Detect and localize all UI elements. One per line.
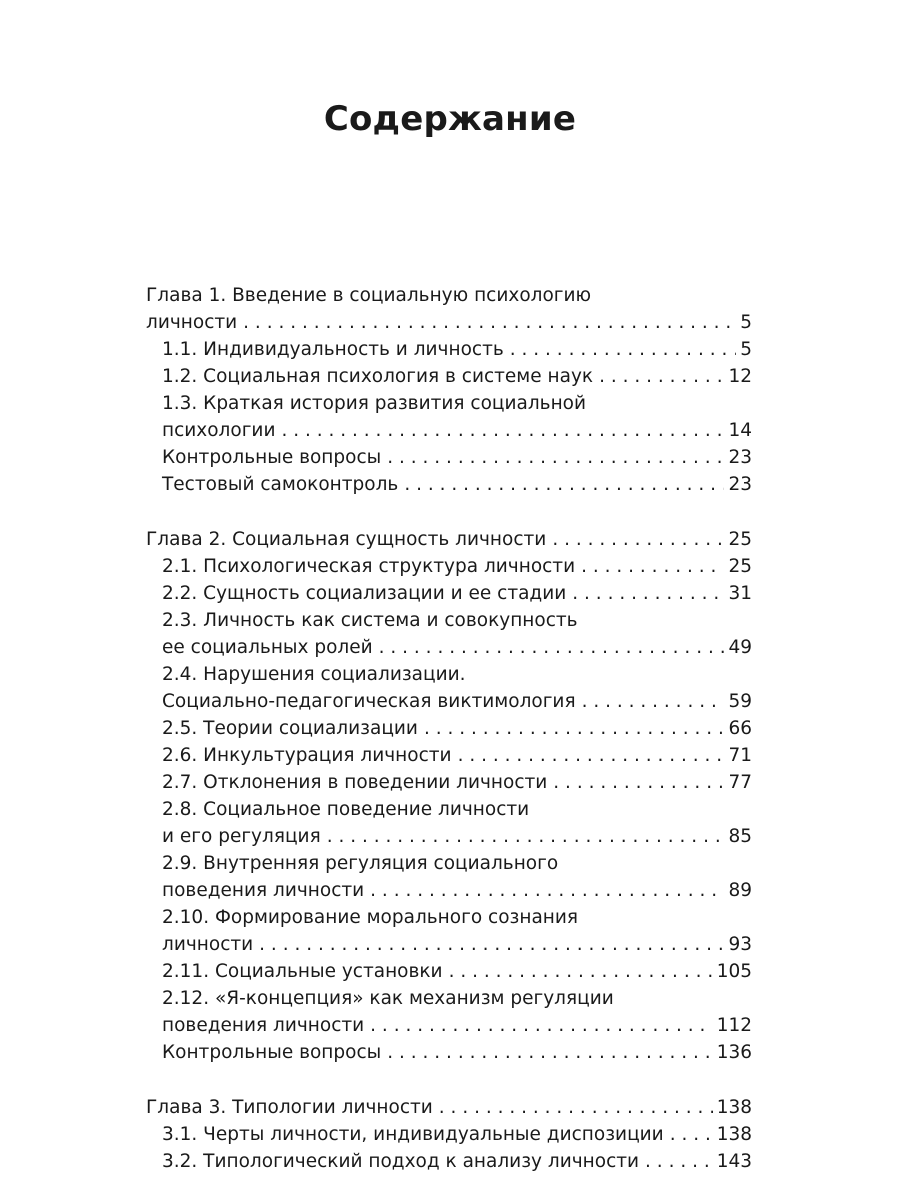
toc-entry-text: Глава 2. Социальная сущность личности [146, 529, 547, 550]
toc-page-number: 89 [728, 880, 752, 901]
toc-page-number: 5 [740, 312, 752, 333]
toc-section-line[interactable] [146, 1012, 752, 1039]
dot-leader [449, 958, 713, 985]
toc-section-line[interactable] [146, 850, 752, 877]
toc-entry-text: 2.12. «Я-концепция» как механизм регуляции [162, 988, 614, 1009]
toc-entry-text: 2.6. Инкультурация личности [162, 745, 452, 766]
toc-section-line[interactable] [146, 363, 752, 390]
toc-page-number: 12 [728, 366, 752, 387]
toc-section-line[interactable] [146, 553, 752, 580]
toc-entry-text: и его регуляция [162, 826, 321, 847]
toc-section-line[interactable] [146, 336, 752, 363]
toc-section-line[interactable] [146, 742, 752, 769]
toc-page-number: 49 [728, 637, 752, 658]
toc-page-number: 23 [728, 474, 752, 495]
toc-entry-text: 2.9. Внутренняя регуляция социального [162, 853, 559, 874]
toc-page-number: 77 [728, 772, 752, 793]
toc-entry-text: 1.3. Краткая история развития социальной [162, 393, 587, 414]
toc-section-line[interactable] [146, 607, 752, 634]
toc-section-line[interactable] [146, 904, 752, 931]
toc-section-line[interactable] [146, 796, 752, 823]
toc-entry-text: Контрольные вопросы [162, 1042, 382, 1063]
dot-leader [439, 1094, 713, 1121]
toc-entry-text: Социально-педагогическая виктимология [162, 691, 576, 712]
toc-entry-text: 3.1. Черты личности, индивидуальные диспозиции [162, 1124, 664, 1145]
toc-page-number: 5 [740, 339, 752, 360]
toc-section-line[interactable] [146, 1121, 752, 1148]
toc-entry-text: Контрольные вопросы [162, 447, 382, 468]
toc-section-line[interactable] [146, 417, 752, 444]
toc-page-number: 138 [716, 1097, 752, 1118]
dot-leader [645, 1148, 713, 1175]
toc-section-line[interactable] [146, 580, 752, 607]
toc-entry-text: ее социальных ролей [162, 637, 373, 658]
toc-page-number: 59 [728, 691, 752, 712]
dot-leader [581, 553, 724, 580]
toc-entry-text: 3.2. Типологический подход к анализу личности [162, 1151, 640, 1172]
toc-entry-text: Глава 1. Введение в социальную психологию [146, 285, 592, 306]
toc-entry-text: 2.5. Теории социализации [162, 718, 418, 739]
toc-section-line[interactable] [146, 1148, 752, 1175]
dot-leader [379, 634, 725, 661]
dot-leader [327, 823, 725, 850]
dot-leader [553, 769, 724, 796]
toc-entry-text: 2.1. Психологическая структура личности [162, 556, 576, 577]
toc-chapter-line[interactable] [146, 526, 752, 553]
toc-entry-text: 1.2. Социальная психология в системе наук [162, 366, 594, 387]
toc-chapter-line[interactable] [146, 282, 752, 309]
toc-chapter-line[interactable] [146, 309, 752, 336]
toc-section-line[interactable] [146, 715, 752, 742]
toc-entry-text: 2.2. Сущность социализации и ее стадии [162, 583, 567, 604]
dot-leader [370, 1012, 713, 1039]
toc-page-number: 31 [728, 583, 752, 604]
dot-leader [424, 715, 724, 742]
toc-section-line[interactable] [146, 958, 752, 985]
dot-leader [259, 931, 724, 958]
page-title: Содержание [323, 99, 577, 139]
toc-page-number: 66 [728, 718, 752, 739]
toc-chapter-line[interactable] [146, 1094, 752, 1121]
toc-entry-text: 1.1. Индивидуальность и личность [162, 339, 504, 360]
toc-page-number: 93 [728, 934, 752, 955]
toc-section-line[interactable] [146, 471, 752, 498]
dot-leader [510, 336, 736, 363]
toc-page-number: 112 [716, 1015, 752, 1036]
toc-entry-text: Тестовый самоконтроль [162, 474, 399, 495]
toc-page-number: 138 [716, 1124, 752, 1145]
toc-page-number: 143 [716, 1151, 752, 1172]
dot-leader [582, 688, 725, 715]
section-gap [146, 498, 752, 526]
toc-entry-text: 2.10. Формирование морального сознания [162, 907, 579, 928]
toc-section-line[interactable] [146, 985, 752, 1012]
toc-section-line[interactable] [146, 823, 752, 850]
dot-leader [404, 471, 724, 498]
toc-entry-text: поведения личности [162, 880, 365, 901]
toc-section-line[interactable] [146, 661, 752, 688]
dot-leader [281, 417, 724, 444]
toc-entry-text: поведения личности [162, 1015, 365, 1036]
toc-page-number: 71 [728, 745, 752, 766]
toc-page-number: 14 [728, 420, 752, 441]
toc-entry-text: 2.7. Отклонения в поведении личности [162, 772, 548, 793]
toc-section-line[interactable] [146, 877, 752, 904]
toc-page-number: 25 [728, 556, 752, 577]
dot-leader [387, 444, 724, 471]
toc-entry-text: 2.3. Личность как система и совокупность [162, 610, 578, 631]
toc-page-number: 105 [716, 961, 752, 982]
dot-leader [458, 742, 725, 769]
toc-page-number: 23 [728, 447, 752, 468]
toc-page-number: 25 [728, 529, 752, 550]
toc-entry-text: психологии [162, 420, 276, 441]
toc-section-line[interactable] [146, 444, 752, 471]
dot-leader [599, 363, 724, 390]
dot-leader [243, 309, 736, 336]
table-of-contents [146, 282, 752, 1175]
toc-section-line[interactable] [146, 769, 752, 796]
dot-leader [387, 1039, 712, 1066]
toc-section-line[interactable] [146, 634, 752, 661]
dot-leader [552, 526, 724, 553]
dot-leader [370, 877, 724, 904]
dot-leader [572, 580, 724, 607]
toc-entry-text: личности [162, 934, 254, 955]
dot-leader [670, 1121, 713, 1148]
toc-section-line[interactable] [146, 390, 752, 417]
toc-entry-text: 2.8. Социальное поведение личности [162, 799, 530, 820]
toc-entry-text: Глава 3. Типологии личности [146, 1097, 433, 1118]
toc-page-number: 85 [728, 826, 752, 847]
section-gap [146, 1066, 752, 1094]
toc-entry-text: 2.11. Социальные установки [162, 961, 443, 982]
toc-entry-text: личности [146, 312, 238, 333]
toc-section-line[interactable] [146, 1039, 752, 1066]
toc-section-line[interactable] [146, 688, 752, 715]
toc-entry-text: 2.4. Нарушения социализации. [162, 664, 466, 685]
toc-page-number: 136 [716, 1042, 752, 1063]
toc-section-line[interactable] [146, 931, 752, 958]
